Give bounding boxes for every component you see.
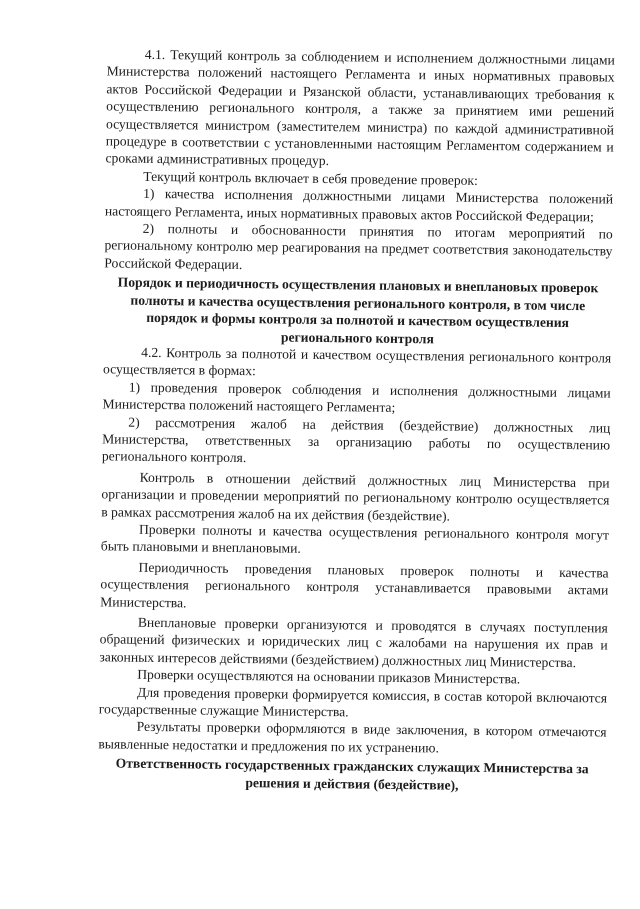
paragraph-periodicity: Периодичность проведения плановых проверок полноты и качества осуществления регионального контроля устанавливается правовыми актами Министерства. <box>100 559 609 610</box>
list-item-inspections: 1) проведения проверок соблюдения и исполнения должностными лицами Министерства положений настоящего Регламента; <box>102 379 611 416</box>
paragraph-commission: Для проведения проверки формируется комиссия, в состав которой включаются государственные служащие Министерства. <box>98 684 608 720</box>
section-heading-periodicity: Порядок и периодичность осуществления плановых и внеплановых проверок полноты и качества осуществления регионального контроля, в том числе порядок и формы контроля за полнотой и качеством осуществления регионального контроля <box>117 274 599 346</box>
list-item-completeness: 2) полноты и обоснованности принятия по итогам мероприятий по региональному контролю мер реагирования на предмет соответствия законодательству Российской Федерации. <box>104 220 613 272</box>
list-item-complaints: 2) рассмотрения жалоб на действия (бездействие) должностных лиц Министерства, ответственных за организацию работы по осуществлению регионального контроля. <box>101 414 611 466</box>
list-item-quality: 1) качества исполнения должностными лицами Министерства положений настоящего Регламента, иных нормативных правовых актов Российской Федерации; <box>104 186 614 224</box>
paragraph-unplanned-checks: Внеплановые проверки организуются и проводятся в случаях поступления обращений физических и юридических лиц с жалобами на нарушения их прав и законных интересов действиями (бездействием) должностных лиц Министерства. <box>99 614 608 670</box>
paragraph-current-control-intro: Текущий контроль включает в себя проведение проверок: <box>143 168 478 188</box>
paragraph-orders-basis: Проверки осуществляются на основании приказов Министерства. <box>137 667 521 687</box>
paragraph-4-1: 4.1. Текущий контроль за соблюдением и исполнением должностными лицами Министерства положений настоящего Регламента и иных нормативных правовых актов Российской Федерации и Рязанской области, устанавливающих требования к осуществлению регионального контроля, а также за принятием ими решений осуществляется министром (заместителем министра) по каждой административной процедуре в соответствии с установленными настоящим Регламентом содержанием и сроками административных процедур. <box>105 46 615 169</box>
paragraph-planned-unplanned: Проверки полноты и качества осуществления регионального контроля могут быть плановыми и внеплановыми. <box>100 521 610 557</box>
paragraph-results: Результаты проверки оформляются в виде заключения, в котором отмечаются выявленные недостатки и предложения по их устранению. <box>98 719 607 756</box>
section-heading-responsibility: Ответственность государственных гражданских служащих Министерства за решения и действия (бездействие), <box>115 755 589 793</box>
paragraph-control-actions: Контроль в отношении действий должностных лиц Министерства при организации и проведении мероприятий по региональному контролю осуществляется в рамках рассмотрения жалоб на их действия (бездействие). <box>101 469 610 524</box>
paragraph-4-2: 4.2. Контроль за полнотой и качеством осуществления регионального контроля осуществляется в формах: <box>102 344 612 379</box>
